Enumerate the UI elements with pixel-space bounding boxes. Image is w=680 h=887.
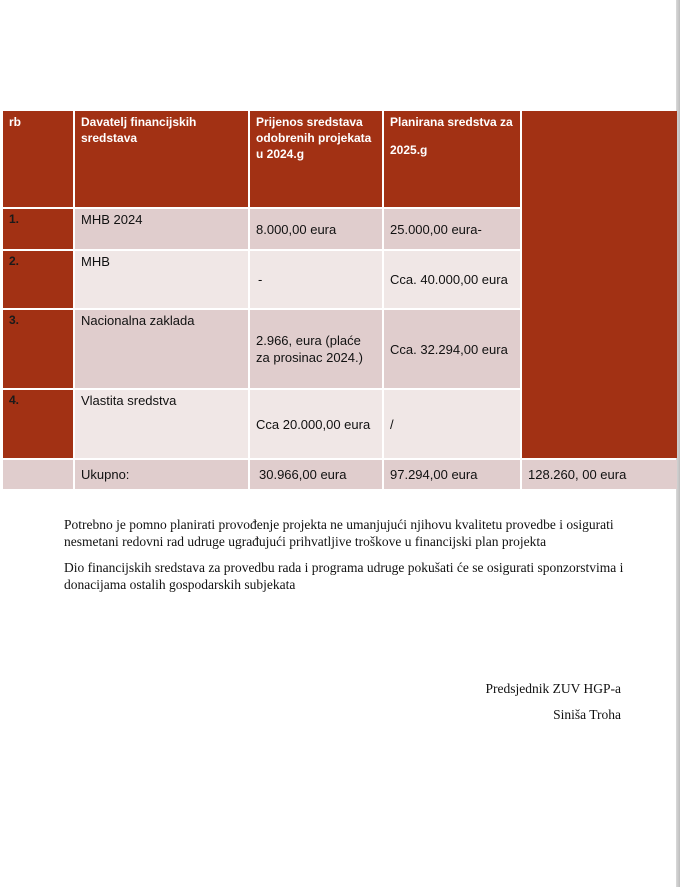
total-label — [75, 460, 248, 489]
paragraph-planning: Potrebno je pomno planirati provođenje projekta ne umanjujući njihovu kvalitetu provedbe i osigurati nesmetani redovni rad udruge ugrađujući prihvatljive troškove u financijski plan projekta — [64, 517, 614, 549]
header-donor — [75, 111, 248, 207]
row-2-rb — [3, 251, 73, 308]
row-4-planned-value: / — [390, 416, 394, 432]
row-2-rb-label: 2. — [9, 254, 20, 268]
row-4-donor — [75, 390, 248, 458]
row-4-transfer-value: Cca 20.000,00 eura — [256, 416, 371, 432]
row-3-planned — [384, 310, 520, 388]
signature-title: Predsjednik ZUV HGP-a — [485, 681, 621, 696]
row-3-transfer — [250, 310, 382, 388]
header-planned-line2: 2025.g — [390, 143, 428, 157]
total-grand-value: 128.260, 00 eura — [528, 467, 627, 482]
row-2-transfer-value: - — [258, 272, 263, 287]
header-donor-label: Davatelj financijskih sredstava — [81, 115, 197, 145]
row-1-donor-label: MHB 2024 — [81, 212, 143, 227]
row-1-donor — [75, 209, 248, 249]
row-2-planned-value: Cca. 40.000,00 eura — [390, 272, 508, 287]
total-transfer — [250, 460, 382, 489]
row-3-donor — [75, 310, 248, 388]
row-2-planned — [384, 251, 520, 308]
row-1-rb-label: 1. — [9, 212, 20, 226]
total-grand — [522, 460, 677, 489]
total-rb — [3, 460, 73, 489]
row-3-rb-label: 3. — [9, 313, 20, 327]
header-transfer-label: Prijenos sredstava odobrenih projekata u 2024.g — [256, 115, 372, 161]
row-1-transfer — [250, 209, 382, 249]
paragraph-sponsorship: Dio financijskih sredstava za provedbu rada i programa udruge pokušati će se osigurati sponzorstvima i donacijama ostalih gospodarskih subjekata — [64, 560, 624, 592]
row-3-donor-label: Nacionalna zaklada — [81, 313, 195, 328]
row-1-planned-value: 25.000,00 eura- — [390, 221, 482, 237]
row-1-rb — [3, 209, 73, 249]
header-rb — [3, 111, 73, 207]
row-2-donor-label: MHB — [81, 254, 110, 269]
header-planned — [384, 111, 520, 207]
total-planned — [384, 460, 520, 489]
row-3-rb — [3, 310, 73, 388]
row-4-planned — [384, 390, 520, 458]
row-4-rb-label: 4. — [9, 393, 20, 407]
row-1-transfer-value: 8.000,00 eura — [256, 221, 337, 237]
row-2-transfer — [250, 251, 382, 308]
total-transfer-value: 30.966,00 eura — [259, 467, 347, 482]
row-4-donor-label: Vlastita sredstva — [81, 393, 177, 408]
signature-name: Siniša Troha — [553, 707, 621, 722]
header-rb-label: rb — [9, 115, 21, 129]
row-3-planned-value: Cca. 32.294,00 eura — [390, 341, 508, 357]
row-4-transfer — [250, 390, 382, 458]
row-1-planned — [384, 209, 520, 249]
header-extra-column — [522, 111, 677, 458]
total-planned-value: 97.294,00 eura — [390, 467, 478, 482]
header-planned-line1: Planirana sredstva za — [390, 115, 513, 129]
header-transfer — [250, 111, 382, 207]
row-3-transfer-value: 2.966, eura (plaće za prosinac 2024.) — [256, 333, 363, 365]
row-4-rb — [3, 390, 73, 458]
total-label-text: Ukupno: — [81, 467, 130, 482]
row-2-donor — [75, 251, 248, 308]
